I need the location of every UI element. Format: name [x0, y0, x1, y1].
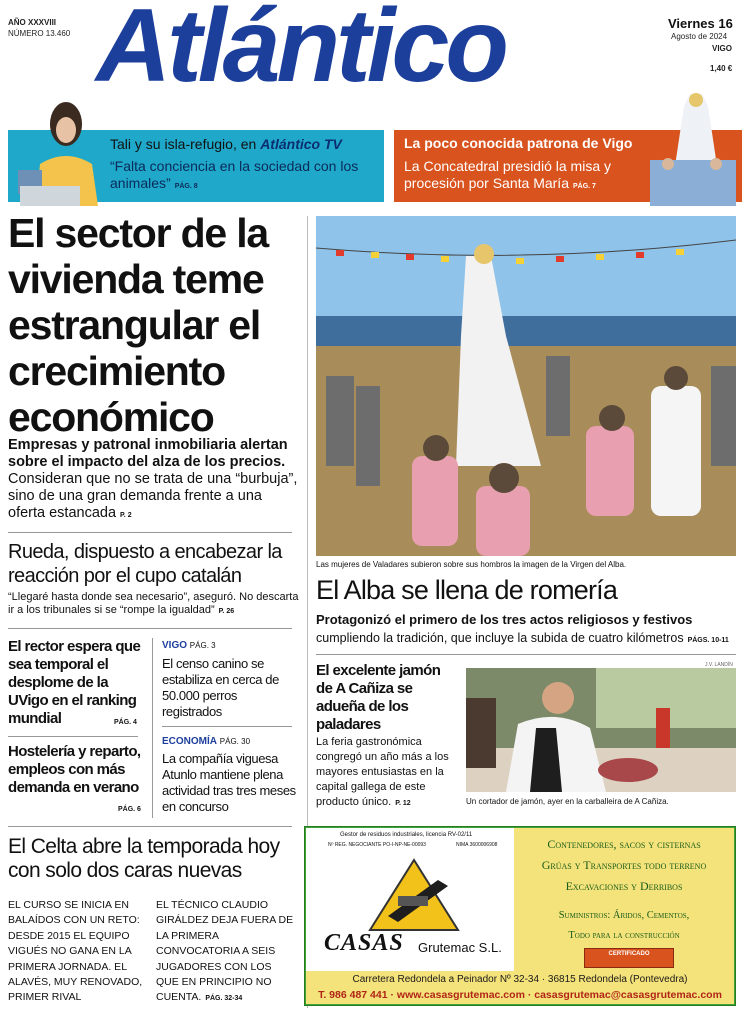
celta-col2-text: EL TÉCNICO CLAUDIO GIRÁLDEZ DEJA FUERA DE LA PRIMERA CONVOCATORIA A SEIS JUGADORES CON LOS QUE EN PRINCIPIO NO CUENTA. — [156, 899, 294, 1004]
vigo-section — [162, 640, 216, 651]
ad-service-2: Grúas y Transportes todo terreno — [541, 858, 707, 872]
jamon-photo[interactable] — [466, 668, 736, 792]
year-label: AÑO XXXVIII — [8, 18, 57, 27]
alba-deck-bold: Protagonizó el primero de los tres actos religiosos y festivos — [316, 612, 693, 627]
celta-col1: EL CURSO SE INICIA EN BALAÍDOS CON UN RETO: DESDE 2015 EL EQUIPO VIGUÉS NO GANA EN LA PRIMERA JORNADA. EL ALAVÉS, MUY RENOVADO, PRIMER RIVAL — [8, 899, 143, 1004]
ad-contact[interactable]: T. 986 487 441 · www.casasgrutemac.com · casasgrutemac@casasgrutemac.com — [318, 989, 722, 1001]
celta-headline[interactable]: El Celta abre la temporada hoy con solo dos caras nuevas — [8, 835, 280, 882]
divider — [316, 654, 736, 655]
rueda-headline[interactable]: Rueda, dispuesto a encabezar la reacción por el cupo catalán — [8, 541, 282, 587]
promo-tv-page: PÁG. 8 — [174, 183, 198, 190]
alba-deck-text: cumpliendo la tradición, que incluye la subida de cuatro kilómetros — [316, 631, 684, 645]
alba-headline[interactable]: El Alba se llena de romería — [316, 575, 618, 605]
divider — [8, 532, 292, 533]
newspaper-logo[interactable]: Atlántico — [96, 0, 505, 104]
promo-patrona-text — [404, 158, 654, 195]
divider — [8, 826, 292, 827]
ad-brand: CASAS — [324, 930, 404, 956]
economia-text[interactable]: La compañía viguesa Atunlo mantiene plena actividad tras tres meses en concurso — [162, 751, 296, 814]
promo-patrona-text-body: La Concatedral presidió la misa y procesión por Santa María — [404, 158, 611, 191]
issue-number: NÚMERO 13.460 — [8, 29, 71, 38]
promo-patrona-title[interactable]: La poco conocida patrona de Vigo — [404, 135, 633, 151]
jamon-page: P. 12 — [395, 800, 411, 807]
promo-tv-title[interactable] — [110, 136, 342, 152]
promo-patrona-photo — [650, 86, 736, 206]
jamon-text — [316, 735, 460, 811]
lead-page: P. 2 — [120, 512, 132, 519]
date-month: Agosto de 2024 — [671, 32, 728, 41]
ad-service-3: Excavaciones y Derribos — [565, 879, 683, 893]
divider — [162, 726, 292, 727]
ad-nima: NIMA 3600006908 — [456, 842, 498, 848]
lead-deck-bold: Empresas y patronal inmobiliaria alertan sobre el impacto del alza de los precios. — [8, 437, 288, 470]
rueda-page: P. 26 — [218, 608, 235, 615]
ad-services — [514, 834, 734, 897]
jamon-headline[interactable]: El excelente jamón de A Cañiza se adueña de los paladares — [316, 662, 441, 733]
ad-service-1: Contenedores, sacos y cisternas — [547, 837, 701, 851]
date-day: Viernes 16 — [668, 16, 733, 31]
ad-registry: Nº REG. NEGOCIANTE PO-I-NP-NE-00093 — [328, 842, 426, 848]
ad-brand-suffix: Grutemac S.L. — [418, 940, 502, 955]
alba-page: PÁGS. 10-11 — [687, 637, 729, 644]
economia-page: PÁG. 30 — [219, 737, 251, 746]
rector-page: PÁG. 4 — [114, 719, 137, 726]
promo-tv-quote-text: “Falta conciencia en la sociedad con los animales” — [110, 158, 359, 191]
alba-photo[interactable] — [316, 216, 736, 556]
promo-tv-brand: Atlántico TV — [260, 136, 342, 152]
vigo-section-label: VIGO — [162, 640, 188, 651]
rueda-text-body: “Llegaré hasta donde sea necesario”, aseguró. No descarta ir a los tribunales si se “rompe la igualdad” — [8, 591, 299, 616]
divider — [8, 628, 292, 629]
jamon-photo-credit: J.V. LANDÍN — [705, 662, 733, 668]
celta-page: PÁG. 32-34 — [205, 995, 243, 1003]
promo-tv-quote — [110, 158, 384, 195]
promo-tv-title-text: Tali y su isla-refugio, en — [110, 136, 257, 152]
hosteleria-page: PÁG. 6 — [118, 806, 141, 813]
jamon-caption: Un cortador de jamón, ayer en la carballeira de A Cañiza. — [466, 797, 669, 806]
lead-headline[interactable]: El sector de la vivienda teme estrangular el crecimiento económico — [8, 210, 269, 440]
ad-supplies — [514, 906, 734, 946]
price: 1,40 € — [710, 64, 733, 73]
ad-certificate-label: CERTIFICADO — [608, 951, 650, 957]
ad-service-5: Todo para la construcción — [568, 930, 680, 941]
celta-col2 — [156, 898, 296, 1007]
promo-patrona-page: PÁG. 7 — [572, 183, 596, 190]
divider — [8, 736, 138, 737]
alba-deck — [316, 631, 746, 645]
hosteleria-headline[interactable]: Hostelería y reparto, empleos con más demanda en verano — [8, 743, 141, 796]
ad-license: Gestor de residuos industriales, licencia RV-02/11 — [340, 832, 473, 838]
economia-section — [162, 736, 250, 747]
vigo-text[interactable]: El censo canino se estabiliza en cerca de 50.000 perros registrados — [162, 656, 279, 719]
rueda-text — [8, 591, 300, 618]
jamon-text-body: La feria gastronómica congregó un año más a los mayores entusiastas en la capital gallega de este producto único. — [316, 736, 449, 808]
vigo-page: PÁG. 3 — [189, 641, 216, 650]
edition-city: VIGO — [712, 44, 733, 53]
ad-certificate-badge — [584, 948, 674, 968]
economia-section-label: ECONOMÍA — [162, 736, 217, 747]
ad-service-4: Suministros: Áridos, Cementos, — [558, 910, 690, 921]
lead-deck-text: Consideran que no se trata de una “burbuja”, sino de una gran demanda frente a una oferta estancada — [8, 471, 298, 521]
ad-address: Carretera Redondela a Peinador Nº 32-34 · 36815 Redondela (Pontevedra) — [352, 974, 688, 985]
ad-logo-mark — [368, 856, 460, 939]
column-divider — [152, 638, 153, 818]
rector-headline[interactable]: El rector espera que sea temporal el desplome de la UVigo en el ranking mundial — [8, 638, 141, 727]
promo-tv-photo — [10, 96, 102, 206]
alba-caption: Las mujeres de Valadares subieron sobre sus hombros la imagen de la Virgen del Alba. — [316, 560, 627, 569]
lead-deck — [8, 437, 300, 524]
